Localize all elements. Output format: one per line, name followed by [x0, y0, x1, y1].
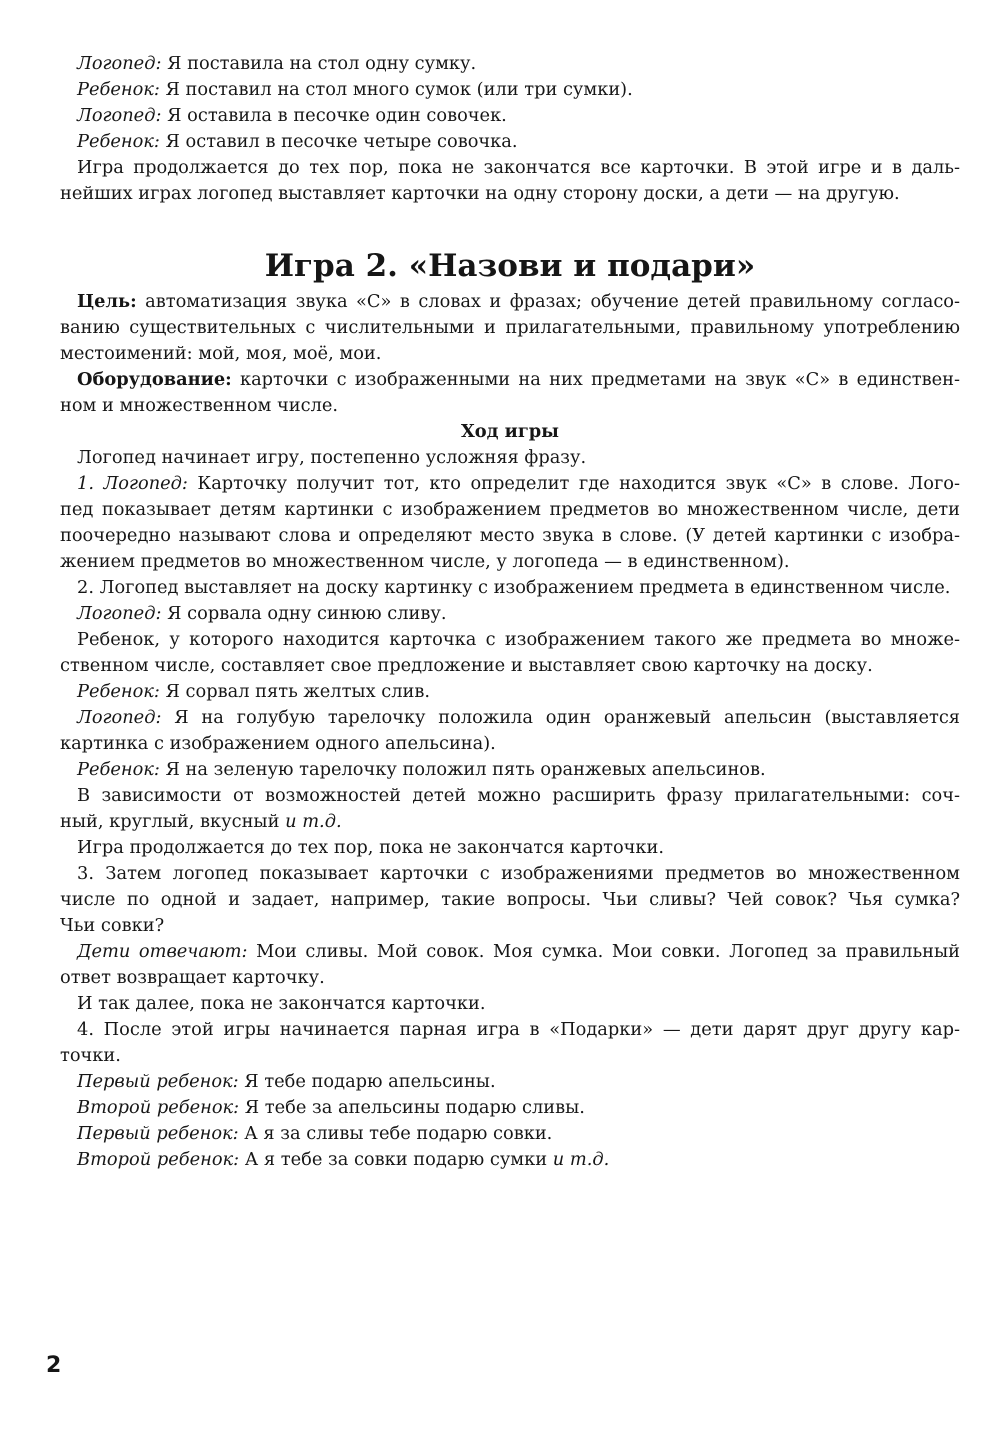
- paragraph-line: ственном числе, составляет свое предложение и выставляет свою карточку на доску.: [60, 655, 873, 676]
- dialogue-line: [77, 103, 960, 129]
- dialogue-text: Я тебе подарю апельсины.: [238, 1071, 496, 1092]
- page-number: 2: [46, 1353, 62, 1378]
- section-subtitle: Ход игры: [460, 421, 560, 442]
- dialogue-text: Мои сливы. Мой совок. Моя сумка. Мои совки. Логопед за правильный: [247, 941, 960, 962]
- dialogue-line: [77, 705, 960, 731]
- paragraph-line: В зависимости от возможностей детей можно расширить фразу прилагательными: соч-: [77, 785, 960, 806]
- goal-line: местоимений: мой, моя, моё, мои.: [60, 343, 382, 364]
- paragraph-line: 2. Логопед выставляет на доску картинку с изображением предмета в единственном числе.: [77, 577, 951, 598]
- abbreviation: и т.д.: [285, 811, 342, 832]
- dialogue-line: [77, 939, 960, 965]
- paragraph-line: Логопед начинает игру, постепенно усложняя фразу.: [77, 447, 587, 468]
- dialogue-text: Я на зеленую тарелочку положил пять оранжевых апельсинов.: [159, 759, 766, 780]
- abbreviation: и т.д.: [552, 1149, 610, 1170]
- speaker-label: Второй ребенок:: [77, 1097, 240, 1118]
- dialogue-text: Я сорвала одну синюю сливу.: [161, 603, 447, 624]
- speaker-label: Ребенок:: [77, 131, 160, 152]
- dialogue-text: Я сорвал пять желтых слив.: [159, 681, 431, 702]
- dialogue-text: Я оставил в песочке четыре совочка.: [159, 131, 518, 152]
- speaker-label: Логопед:: [77, 603, 162, 624]
- equipment-line: [77, 367, 960, 393]
- paragraph-line: И так далее, пока не закончатся карточки.: [77, 993, 486, 1014]
- dialogue-line: [77, 1147, 960, 1173]
- speaker-label: Дети отвечают:: [77, 941, 248, 962]
- equipment-text: карточки с изображенными на них предметами на звук «С» в единствен-: [231, 369, 960, 390]
- paragraph-line: Игра продолжается до тех пор, пока не закончатся все карточки. В этой игре и в даль-: [77, 157, 960, 178]
- dialogue-line: [77, 77, 960, 103]
- paragraph-line: жением предметов во множественном числе, у логопеда — в единственном).: [60, 551, 790, 572]
- dialogue-line: [77, 129, 960, 155]
- speaker-label: 1. Логопед:: [77, 473, 188, 494]
- speaker-label: Ребенок:: [77, 681, 160, 702]
- paragraph-line: [60, 809, 960, 835]
- paragraph-line: ответ возвращает карточку.: [60, 967, 325, 988]
- paragraph-line: Игра продолжается до тех пор, пока не закончатся карточки.: [77, 837, 665, 858]
- dialogue-text: Я на голубую тарелочку положила один оранжевый апельсин (выставляется: [161, 707, 960, 728]
- speaker-label: Логопед:: [77, 105, 162, 126]
- dialogue-text: Я поставила на стол одну сумку.: [161, 53, 477, 74]
- dialogue-line: [77, 1121, 960, 1147]
- speaker-label: Ребенок:: [77, 759, 160, 780]
- paragraph-line: точки.: [60, 1045, 121, 1066]
- goal-text: автоматизация звука «С» в словах и фразах; обучение детей правильному согласо-: [136, 291, 960, 312]
- dialogue-text: А я тебе за совки подарю сумки: [239, 1149, 553, 1170]
- goal-line: [77, 289, 960, 315]
- paragraph-line: Ребенок, у которого находится карточка с изображением такого же предмета во множе-: [77, 629, 960, 650]
- goal-line: ванию существительных с числительными и прилагательными, правильному употреблению: [60, 317, 960, 338]
- dialogue-text: Я тебе за апельсины подарю сливы.: [239, 1097, 585, 1118]
- equipment-line: ном и множественном числе.: [60, 395, 339, 416]
- speaker-label: Второй ребенок:: [77, 1149, 240, 1170]
- paragraph-line: картинка с изображением одного апельсина).: [60, 733, 496, 754]
- speaker-label: Ребенок:: [77, 79, 160, 100]
- paragraph-line: 3. Затем логопед показывает карточки с изображениями предметов во множественном: [77, 863, 960, 884]
- goal-label: Цель:: [77, 291, 137, 312]
- paragraph-line: нейших играх логопед выставляет карточки на одну сторону доски, а дети — на другую.: [60, 183, 900, 204]
- dialogue-text: Я оставила в песочке один совочек.: [161, 105, 507, 126]
- dialogue-line: [77, 1095, 960, 1121]
- speaker-label: Логопед:: [77, 53, 162, 74]
- dialogue-line: [77, 757, 960, 783]
- paragraph-line: поочередно называют слова и определяют место звука в слове. (У детей картинки с изобра-: [60, 525, 960, 546]
- dialogue-text: А я за сливы тебе подарю совки.: [238, 1123, 553, 1144]
- paragraph-line: пед показывает детям картинки с изображением предметов во множественном числе, дети: [60, 499, 960, 520]
- paragraph-line: 4. После этой игры начинается парная игра в «Подарки» — дети дарят друг другу кар-: [77, 1019, 960, 1040]
- dialogue-line: [77, 601, 960, 627]
- paragraph-line: [77, 471, 960, 497]
- dialogue-line: [77, 679, 960, 705]
- game-title: Игра 2. «Назови и подари»: [264, 248, 756, 284]
- paragraph-line: Чьи совки?: [60, 915, 165, 936]
- speaker-label: Первый ребенок:: [77, 1123, 239, 1144]
- paragraph-line: числе по одной и задает, например, такие вопросы. Чьи сливы? Чей совок? Чья сумка?: [60, 889, 960, 910]
- paragraph-text: ный, круглый, вкусный: [60, 811, 286, 832]
- dialogue-line: [77, 51, 960, 77]
- speaker-label: Первый ребенок:: [77, 1071, 239, 1092]
- dialogue-line: [77, 1069, 960, 1095]
- paragraph-text: Карточку получит тот, кто определит где находится звук «С» в слове. Лого-: [187, 473, 961, 494]
- dialogue-text: Я поставил на стол много сумок (или три сумки).: [159, 79, 633, 100]
- equipment-label: Оборудование:: [77, 369, 232, 390]
- speaker-label: Логопед:: [77, 707, 162, 728]
